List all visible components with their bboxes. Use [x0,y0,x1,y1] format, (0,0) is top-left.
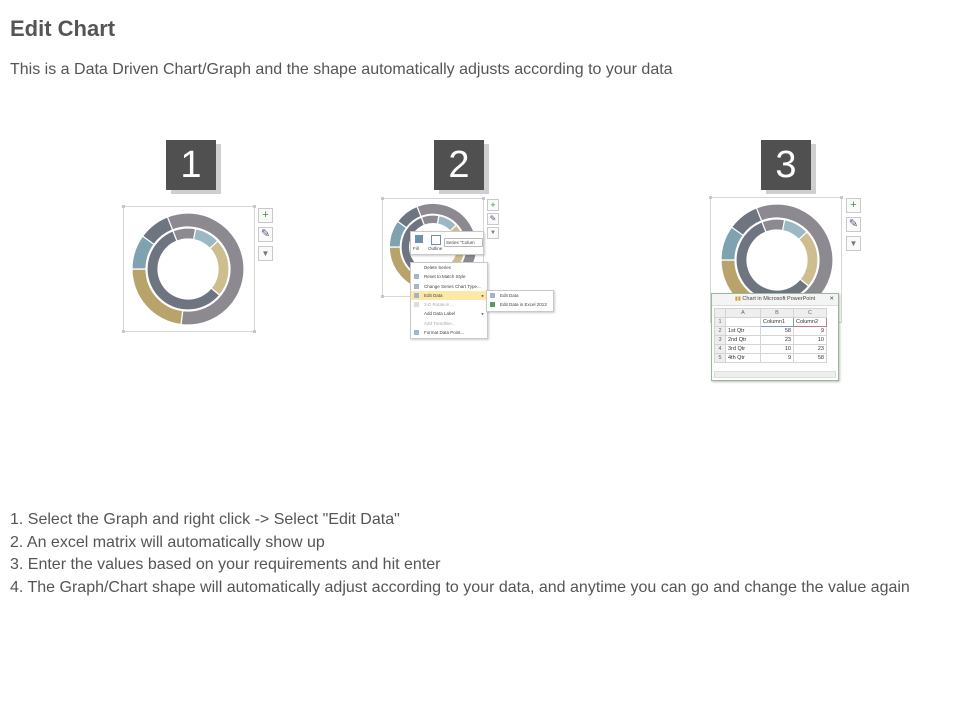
excel-header-cell[interactable]: Column1 [761,318,794,327]
excel-cell[interactable]: 23 [794,345,827,354]
column-letter[interactable]: A [726,309,761,318]
excel-cell[interactable]: 4th Qtr [726,354,761,363]
add-element-button[interactable] [258,208,273,223]
instruction-step-3: 3. Enter the values based on your requirements and hit enter [10,556,441,573]
step-number-1: 1 [166,140,216,190]
excel-window-title: ▮▮ Chart in Microsoft PowerPoint ✕ [712,294,838,306]
brush-icon: ✎ [489,214,497,223]
menu-item-change-chart-type[interactable]: Change Series Chart Type... [411,282,487,291]
excel-cell[interactable]: 58 [794,354,827,363]
plus-icon: + [490,200,496,210]
page-title: Edit Chart [10,16,116,41]
menu-item-add-trendline: Add Trendline... [424,320,456,326]
excel-cell[interactable]: 23 [761,336,794,345]
filter-icon: ▼ [849,239,858,248]
column-letter[interactable]: C [794,309,827,318]
instruction-step-1: 1. Select the Graph and right click -> Select "Edit Data" [10,511,400,528]
instruction-step-2: 2. An excel matrix will automatically show up [10,533,325,551]
outline-label: Outline [428,246,443,251]
add-element-button[interactable] [846,198,861,213]
mini-format-toolbar [410,231,484,255]
instruction-step-4: 4. The Graph/Chart shape will automatically adjust according to your data, and anytime you can go and change the value again [10,578,910,596]
menu-item-reset-style[interactable]: Reset to Match Style [411,272,487,281]
brush-icon: ✎ [848,218,859,230]
filter-icon: ▼ [261,249,270,258]
submenu-item-edit-data[interactable]: Edit Data [487,291,553,300]
chart-frame-1[interactable] [123,206,255,332]
excel-cell[interactable]: 9 [794,327,827,336]
menu-item-format-data-point[interactable]: Format Data Point... [411,328,487,337]
step-number-3: 3 [761,140,811,190]
donut-chart-1[interactable] [124,207,254,331]
context-menu [410,262,488,339]
chart-style-button[interactable] [487,213,499,225]
menu-item-edit-data[interactable]: Edit Data ▸ [411,291,487,300]
brush-icon: ✎ [260,228,271,240]
excel-cell[interactable]: 1st Qtr [726,327,761,336]
chart-filter-button[interactable] [846,236,861,251]
table-row: 5 4th Qtr 9 58 [715,354,827,363]
close-icon[interactable]: ✕ [829,296,834,302]
instructions-list [10,509,950,599]
excel-cell[interactable]: 10 [794,336,827,345]
plus-icon: + [262,209,269,221]
outline-icon[interactable] [431,235,441,245]
excel-cell[interactable]: 58 [761,327,794,336]
table-row: 3 2nd Qtr 23 10 [715,336,827,345]
submenu-item-edit-in-excel[interactable]: Edit Data in Excel 2013 [487,300,553,309]
fill-icon[interactable] [415,235,423,243]
horizontal-scrollbar[interactable] [714,371,836,378]
excel-cell[interactable]: 2nd Qtr [726,336,761,345]
chart-filter-button[interactable] [487,227,499,239]
menu-item-add-data-label[interactable]: Add Data Label ▸ [424,311,484,317]
filter-icon: ▼ [490,230,496,236]
excel-grid: A B C 1 Column1 Column2 2 1st Qtr 58 9 3 2nd Qtr 23 10 4 3rd Qtr 10 23 5 4th Qtr 9 58 [714,308,827,363]
chart-style-button[interactable] [258,227,273,242]
add-element-button[interactable] [487,199,499,211]
menu-item-delete-series[interactable]: Delete Series [424,265,452,270]
edit-data-submenu [486,290,554,312]
step-number-2: 2 [434,140,484,190]
excel-cell[interactable]: 3rd Qtr [726,345,761,354]
excel-cell[interactable]: 9 [761,354,794,363]
chart-style-button[interactable] [846,217,861,232]
table-row: 4 3rd Qtr 10 23 [715,345,827,354]
chart-filter-button[interactable] [258,246,273,261]
plus-icon: + [850,199,857,211]
fill-label: Fill [413,246,419,251]
series-dropdown[interactable]: Series "Colum [444,238,483,247]
table-row: 2 1st Qtr 58 9 [715,327,827,336]
page-subtitle: This is a Data Driven Chart/Graph and the shape automatically adjusts according to your data [10,61,673,78]
excel-cell[interactable] [726,318,761,327]
excel-cell[interactable]: 10 [761,345,794,354]
excel-chart-icon: ▮▮ [734,296,741,302]
menu-item-3d-rotation: 3-D Rotation... [411,300,487,309]
excel-header-cell[interactable]: Column2 [794,318,827,327]
column-letter[interactable]: B [761,309,794,318]
excel-data-window [711,293,839,381]
